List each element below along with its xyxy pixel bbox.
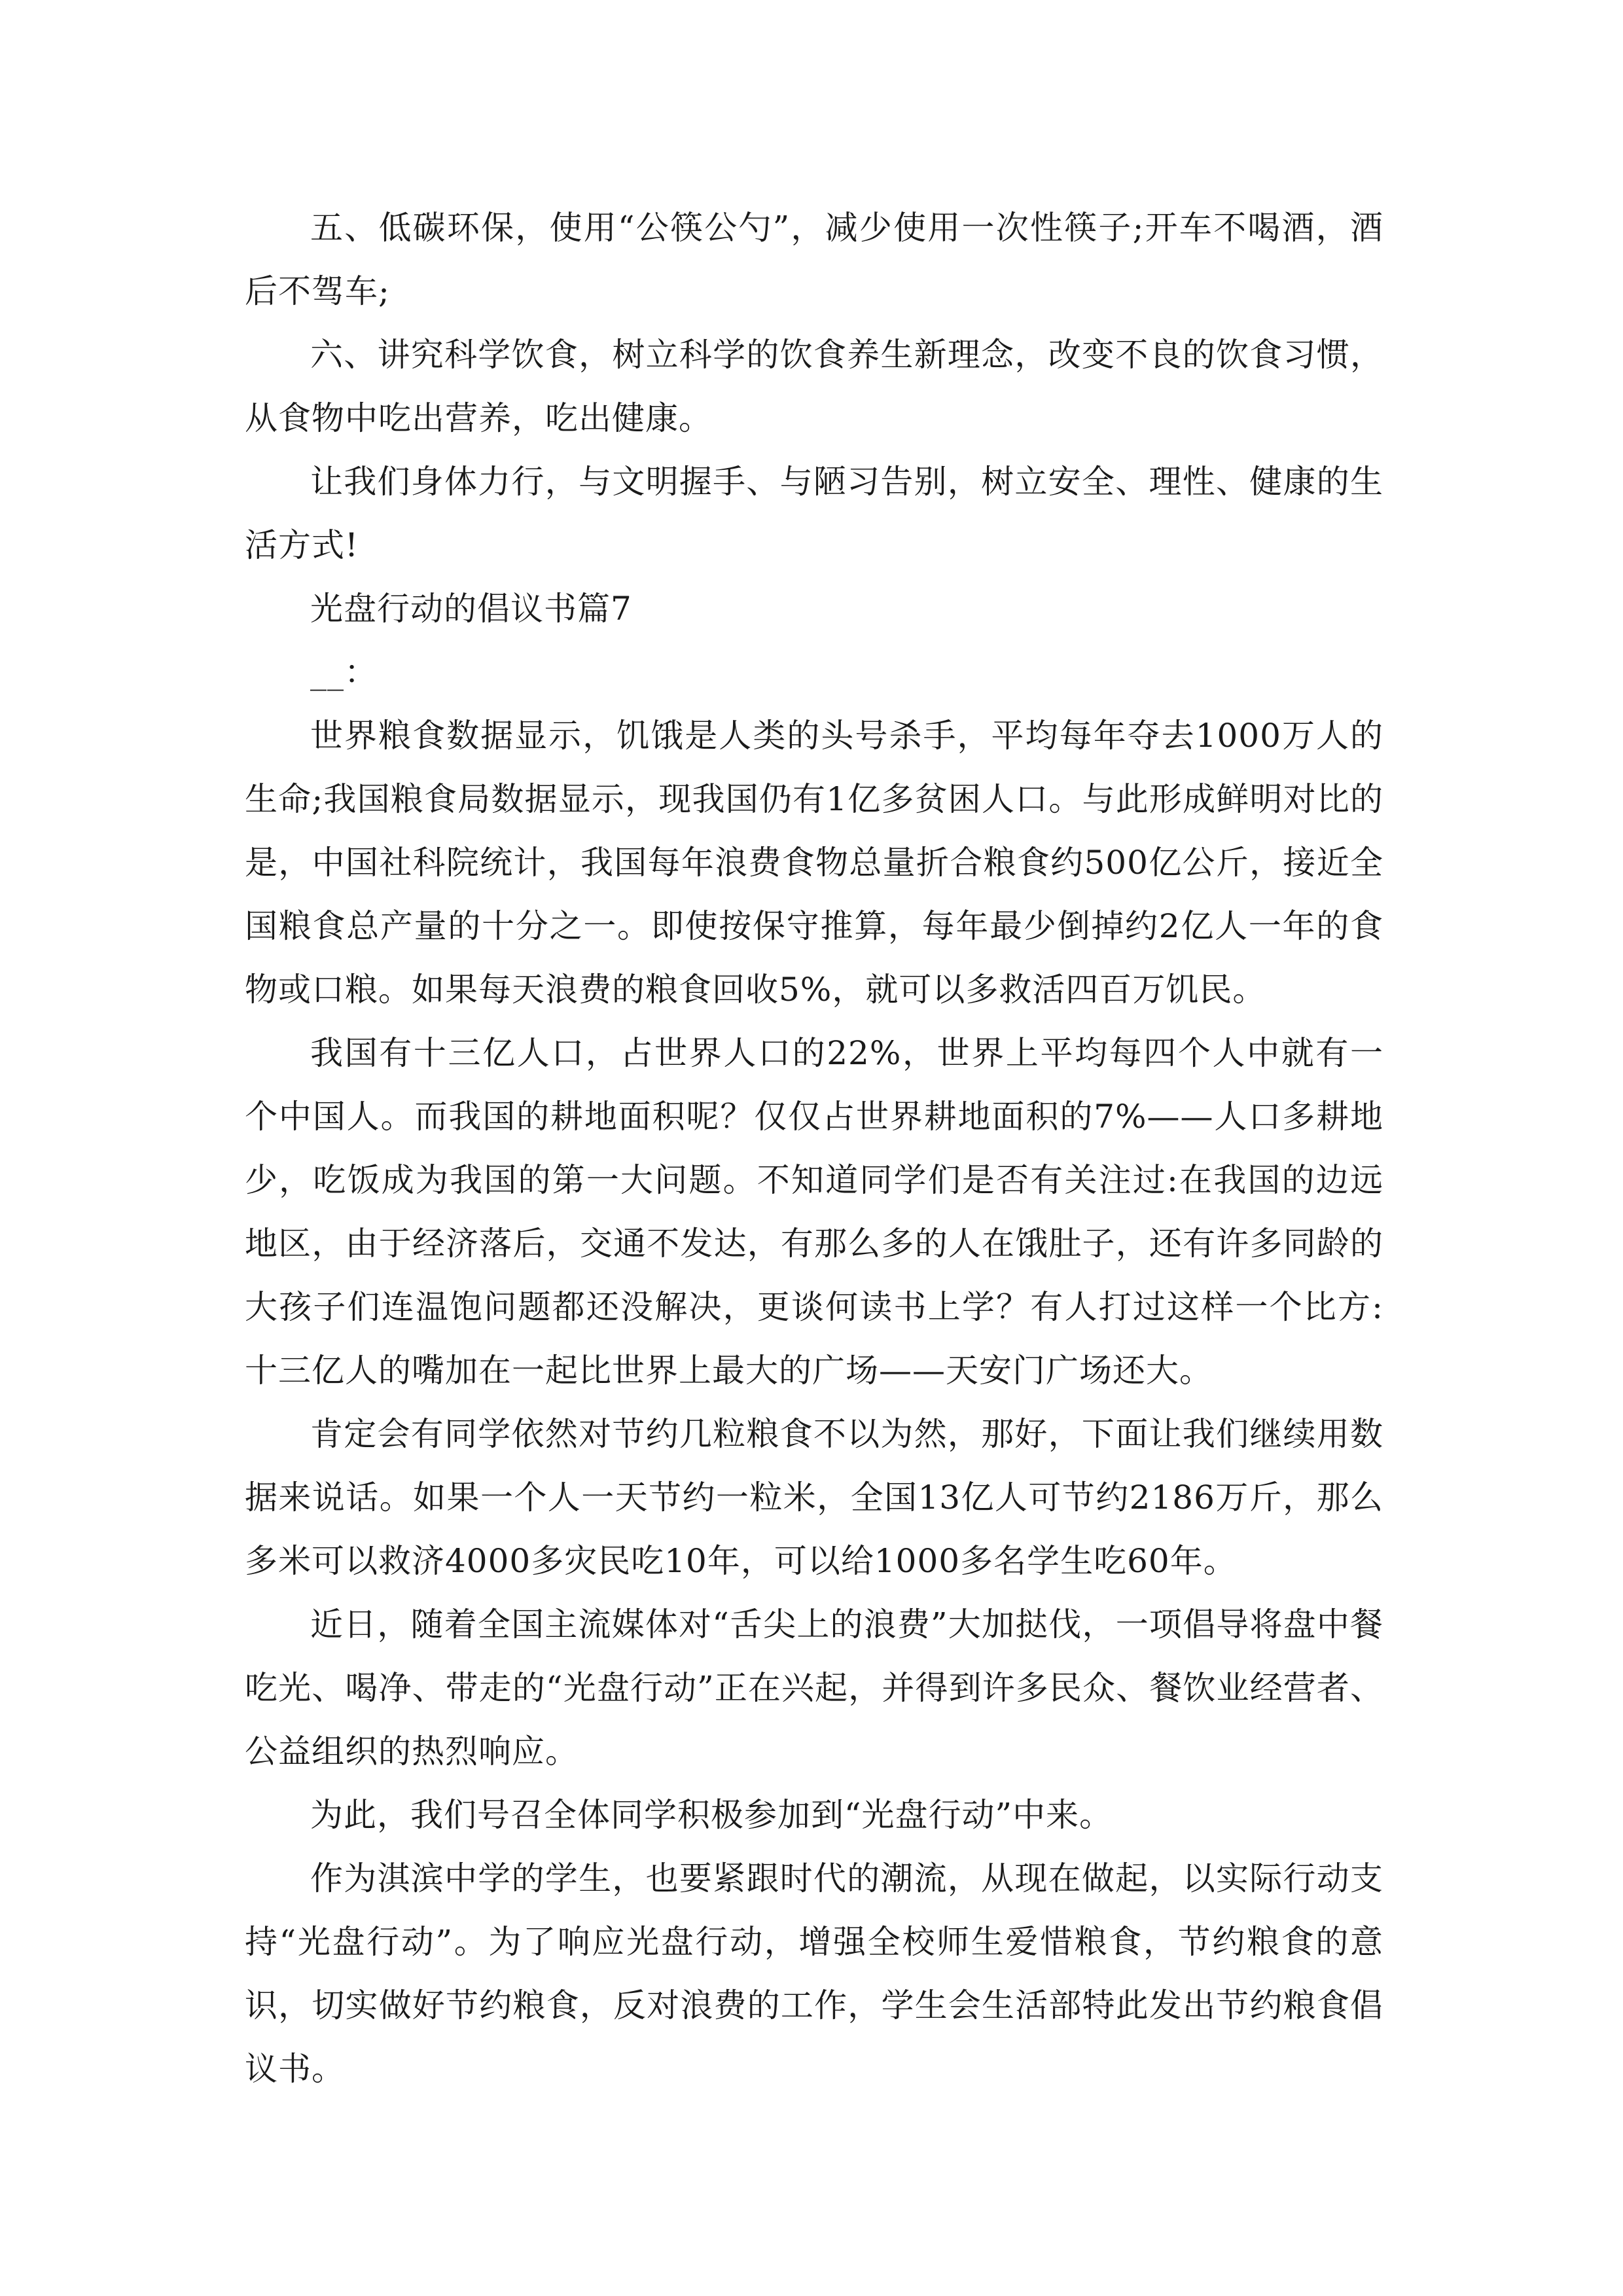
paragraph-clean-plate-movement: 近日，随着全国主流媒体对“舌尖上的浪费”大加挞伐，一项倡导将盘中餐吃光、喝净、带走的“光盘行动”正在兴起，并得到许多民众、餐饮业经营者、公益组织的热烈响应。	[245, 1605, 1383, 1770]
paragraph-saving-data: 肯定会有同学依然对节约几粒粮食不以为然，那好，下面让我们继续用数据来说话。如果一个人一天节约一粒米，全国13亿人可节约2186万斤，那么多米可以救济4000多灾民吃10年，可以给1000多名学生吃60年。	[245, 1415, 1383, 1580]
section-heading: 光盘行动的倡议书篇7	[310, 590, 632, 628]
paragraph-item-six: 六、讲究科学饮食，树立科学的饮食养生新理念，改变不良的饮食习惯，从食物中吃出营养，吃出健康。	[245, 336, 1383, 437]
paragraph-population: 我国有十三亿人口，占世界人口的22%，世界上平均每四个人中就有一个中国人。而我国的耕地面积呢？仅仅占世界耕地面积的7%——人口多耕地少，吃饭成为我国的第一大问题。不知道同学们是否有关注过:在我国的边远地区，由于经济落后，交通不发达，有那么多的人在饿肚子，还有许多同龄的大孩子们连温饱问题都还没解决，更谈何读书上学？有人打过这样一个比方:十三亿人的嘴加在一起比世界上最大的广场——天安门广场还大。	[245, 1034, 1383, 1390]
paragraph-item-five: 五、低碳环保，使用“公筷公勺”，减少使用一次性筷子;开车不喝酒，酒后不驾车;	[245, 209, 1383, 310]
paragraph-school-initiative: 作为淇滨中学的学生，也要紧跟时代的潮流，从现在做起，以实际行动支持“光盘行动”。为了响应光盘行动，增强全校师生爱惜粮食，节约粮食的意识，切实做好节约粮食，反对浪费的工作，学生会生活部特此发出节约粮食倡议书。	[245, 1859, 1383, 2088]
paragraph-closing-call: 让我们身体力行，与文明握手、与陋习告别，树立安全、理性、健康的生活方式!	[245, 463, 1383, 564]
document-body	[245, 196, 1383, 2101]
salutation: __：	[310, 653, 378, 691]
paragraph-food-statistics: 世界粮食数据显示，饥饿是人类的头号杀手，平均每年夺去1000万人的生命;我国粮食局数据显示，现我国仍有1亿多贫困人口。与此形成鲜明对比的是，中国社科院统计，我国每年浪费食物总量折合粮食约500亿公斤，接近全国粮食总产量的十分之一。即使按保守推算，每年最少倒掉约2亿人一年的食物或口粮。如果每天浪费的粮食回收5%，就可以多救活四百万饥民。	[245, 717, 1383, 1009]
paragraph-call-to-action: 为此，我们号召全体同学积极参加到“光盘行动”中来。	[310, 1796, 1113, 1834]
